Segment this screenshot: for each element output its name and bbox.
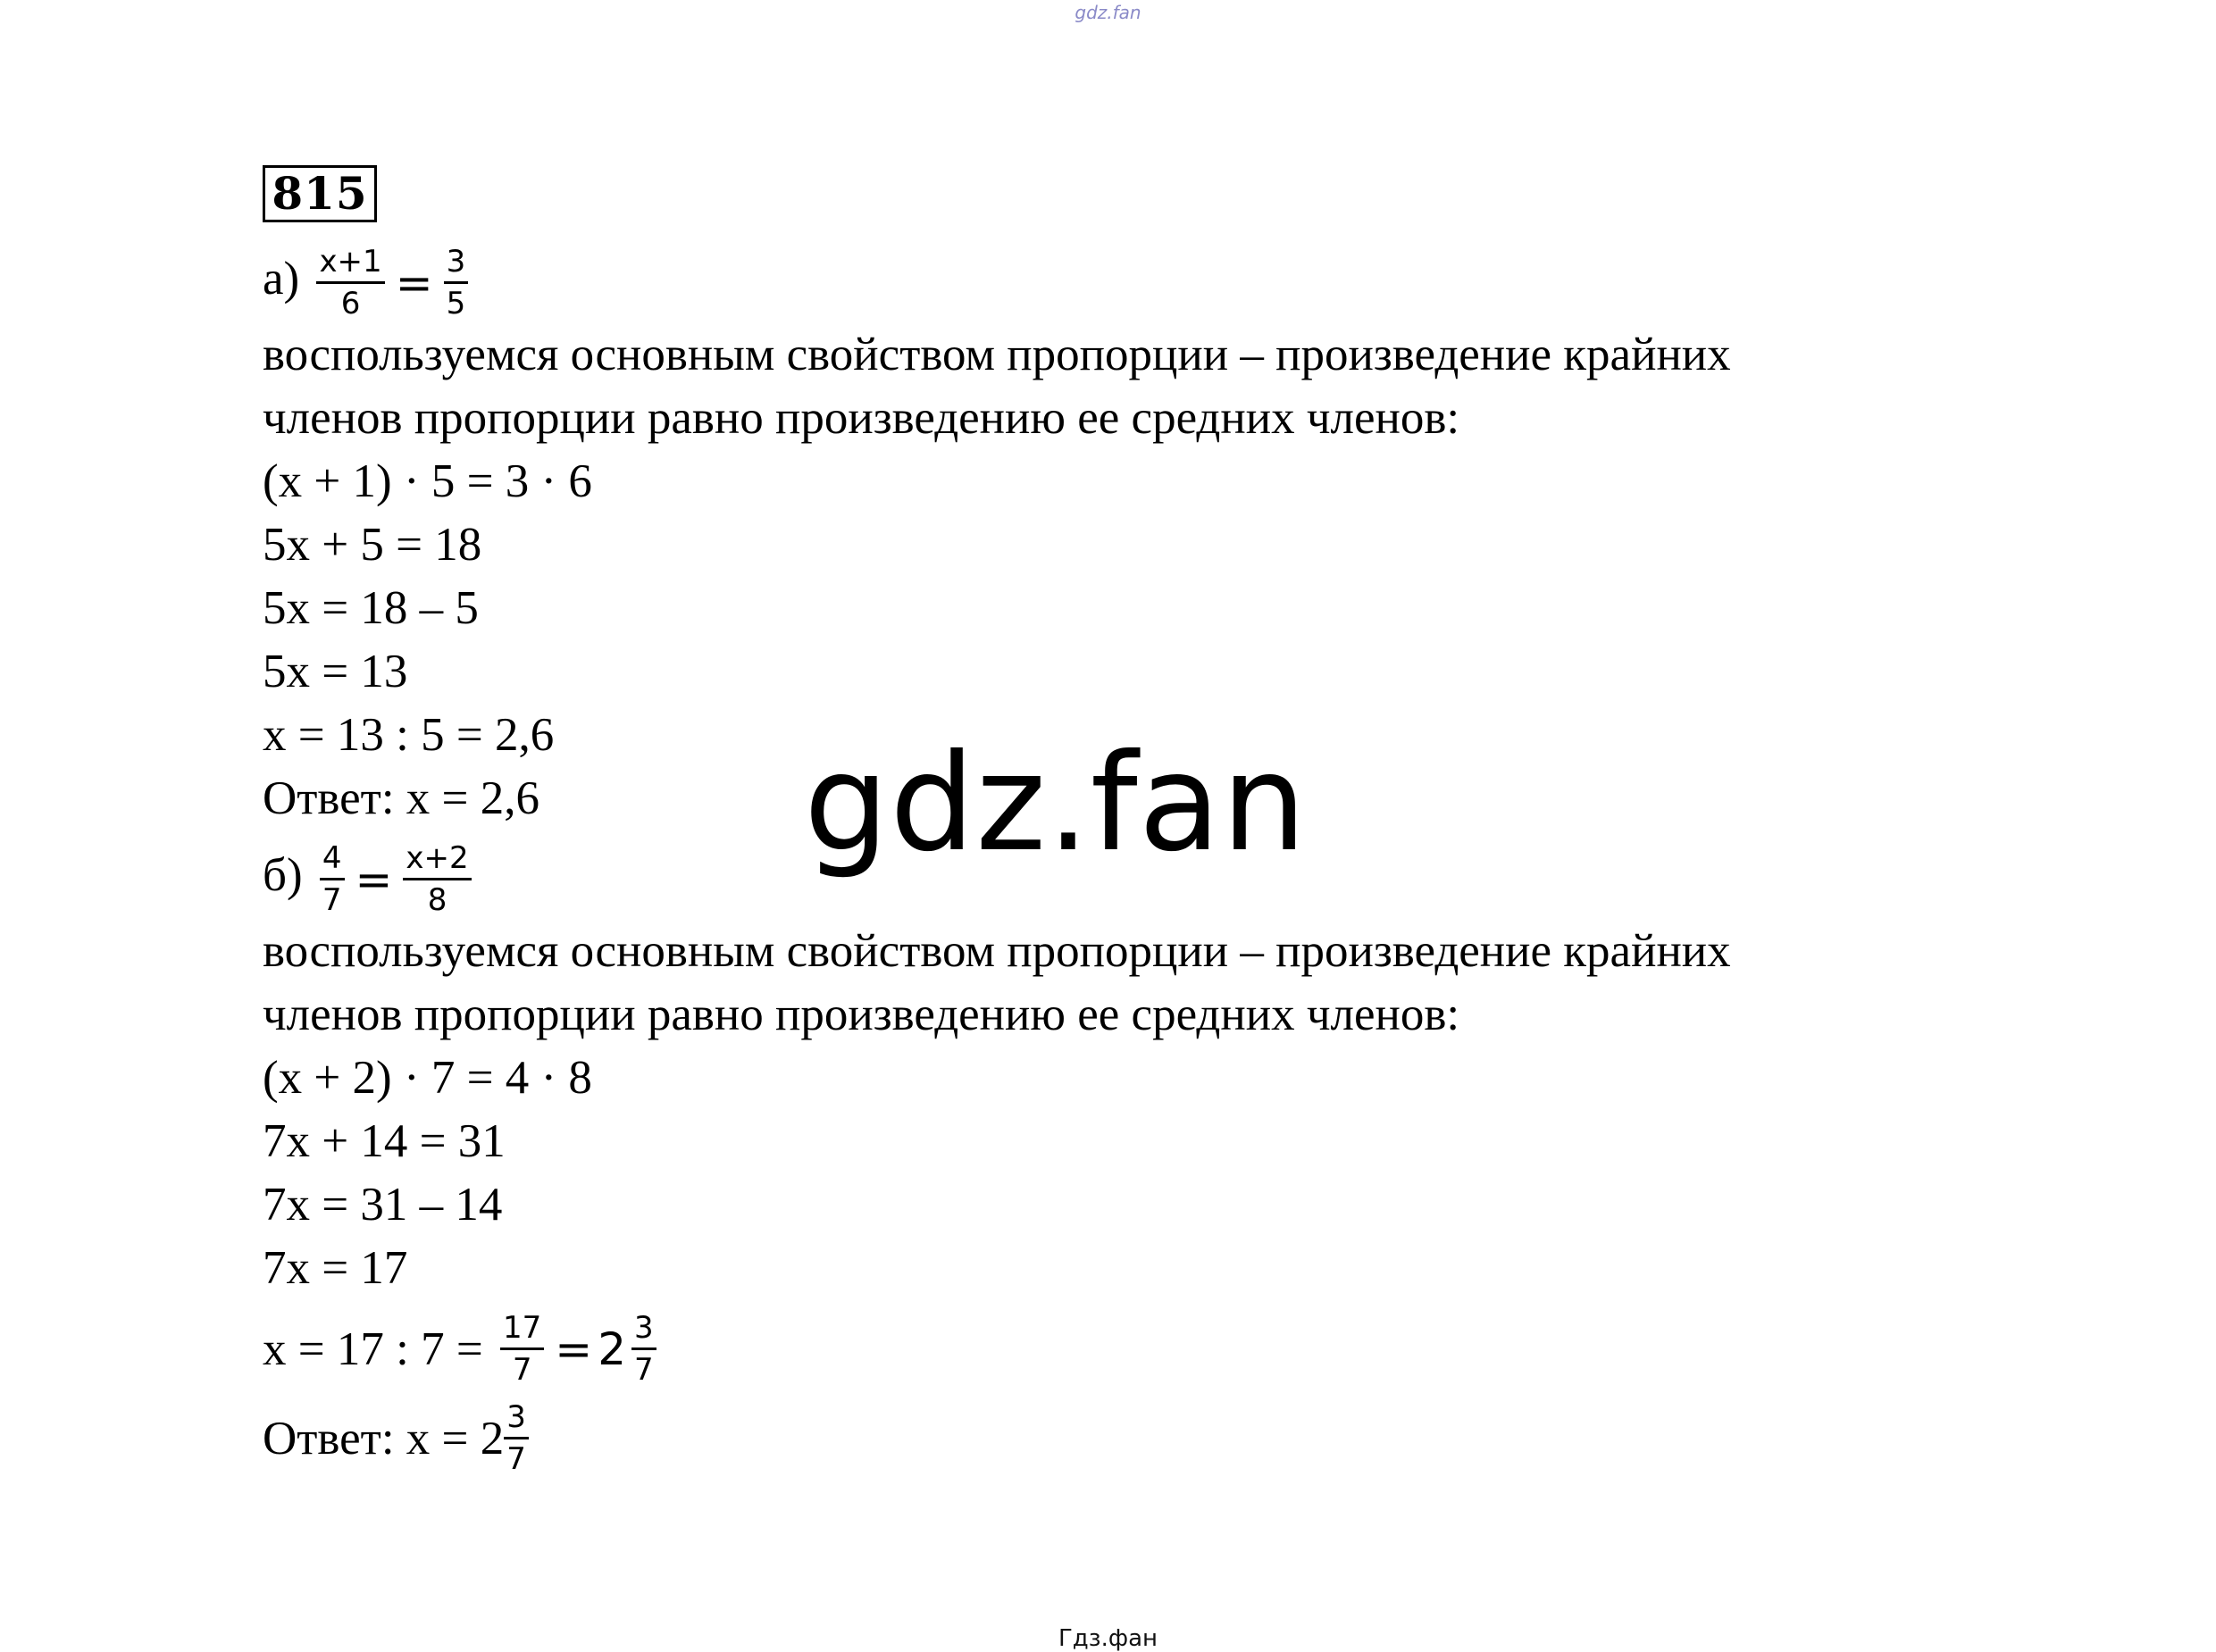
part-b-explanation-1: воспользуемся основным свойством пропорции – произведение крайних [263, 925, 1731, 977]
answer-prefix: Ответ: x = 2 [263, 1412, 505, 1464]
denominator: 7 [634, 1352, 654, 1389]
part-a-step: 5x = 18 – 5 [263, 582, 479, 634]
equals-sign: = [555, 1322, 593, 1375]
fraction [631, 1311, 656, 1387]
denominator: 8 [427, 882, 447, 919]
numerator: x+1 [316, 245, 384, 284]
fraction [403, 841, 471, 917]
final-step-prefix: x = 17 : 7 = [263, 1322, 483, 1375]
equals-sign: = [355, 853, 393, 905]
numerator: 17 [500, 1311, 544, 1350]
denominator: 5 [446, 286, 466, 322]
numerator: 3 [504, 1400, 529, 1439]
numerator: 3 [631, 1311, 656, 1350]
denominator: 6 [340, 286, 361, 322]
part-a-step: (x + 1) · 5 = 3 · 6 [263, 455, 592, 507]
part-a-answer: Ответ: x = 2,6 [263, 772, 539, 824]
part-a-equation [263, 234, 1960, 323]
part-a-label: а) [263, 253, 300, 305]
bottom-watermark: Гдз.фан [1058, 1625, 1158, 1652]
part-a-step: 5x + 5 = 18 [263, 519, 482, 571]
denominator: 7 [506, 1441, 526, 1478]
top-watermark: gdz.fan [1075, 2, 1141, 23]
part-b-step: 7x = 17 [263, 1242, 408, 1294]
fraction [444, 245, 469, 321]
mixed-whole: 2 [598, 1322, 626, 1375]
numerator: 3 [444, 245, 469, 284]
denominator: 7 [322, 882, 342, 919]
fraction [320, 841, 345, 917]
part-b-step: 7x + 14 = 31 [263, 1115, 506, 1167]
part-b-explanation-2: членов пропорции равно произведению ее средних членов: [263, 989, 1460, 1040]
fraction [504, 1400, 529, 1476]
part-a-explanation-1: воспользуемся основным свойством пропорции – произведение крайних [263, 329, 1731, 380]
part-a-step: x = 13 : 5 = 2,6 [263, 709, 555, 761]
problem-number: 815 [263, 165, 377, 222]
part-b-step: 7x = 31 – 14 [263, 1179, 503, 1231]
part-a-explanation-2: членов пропорции равно произведению ее средних членов: [263, 392, 1460, 444]
part-b-final-step [263, 1300, 1960, 1389]
fraction [500, 1311, 544, 1387]
equals-sign: = [395, 256, 433, 309]
numerator: 4 [320, 841, 345, 880]
center-watermark: gdz.fan [804, 726, 1308, 881]
part-b-label: б) [263, 849, 303, 901]
part-b-answer [263, 1389, 1960, 1479]
part-a-step: 5x = 13 [263, 646, 408, 697]
part-b-step: (x + 2) · 7 = 4 · 8 [263, 1052, 592, 1104]
numerator: x+2 [403, 841, 471, 880]
denominator: 7 [512, 1352, 532, 1389]
fraction [316, 245, 384, 321]
